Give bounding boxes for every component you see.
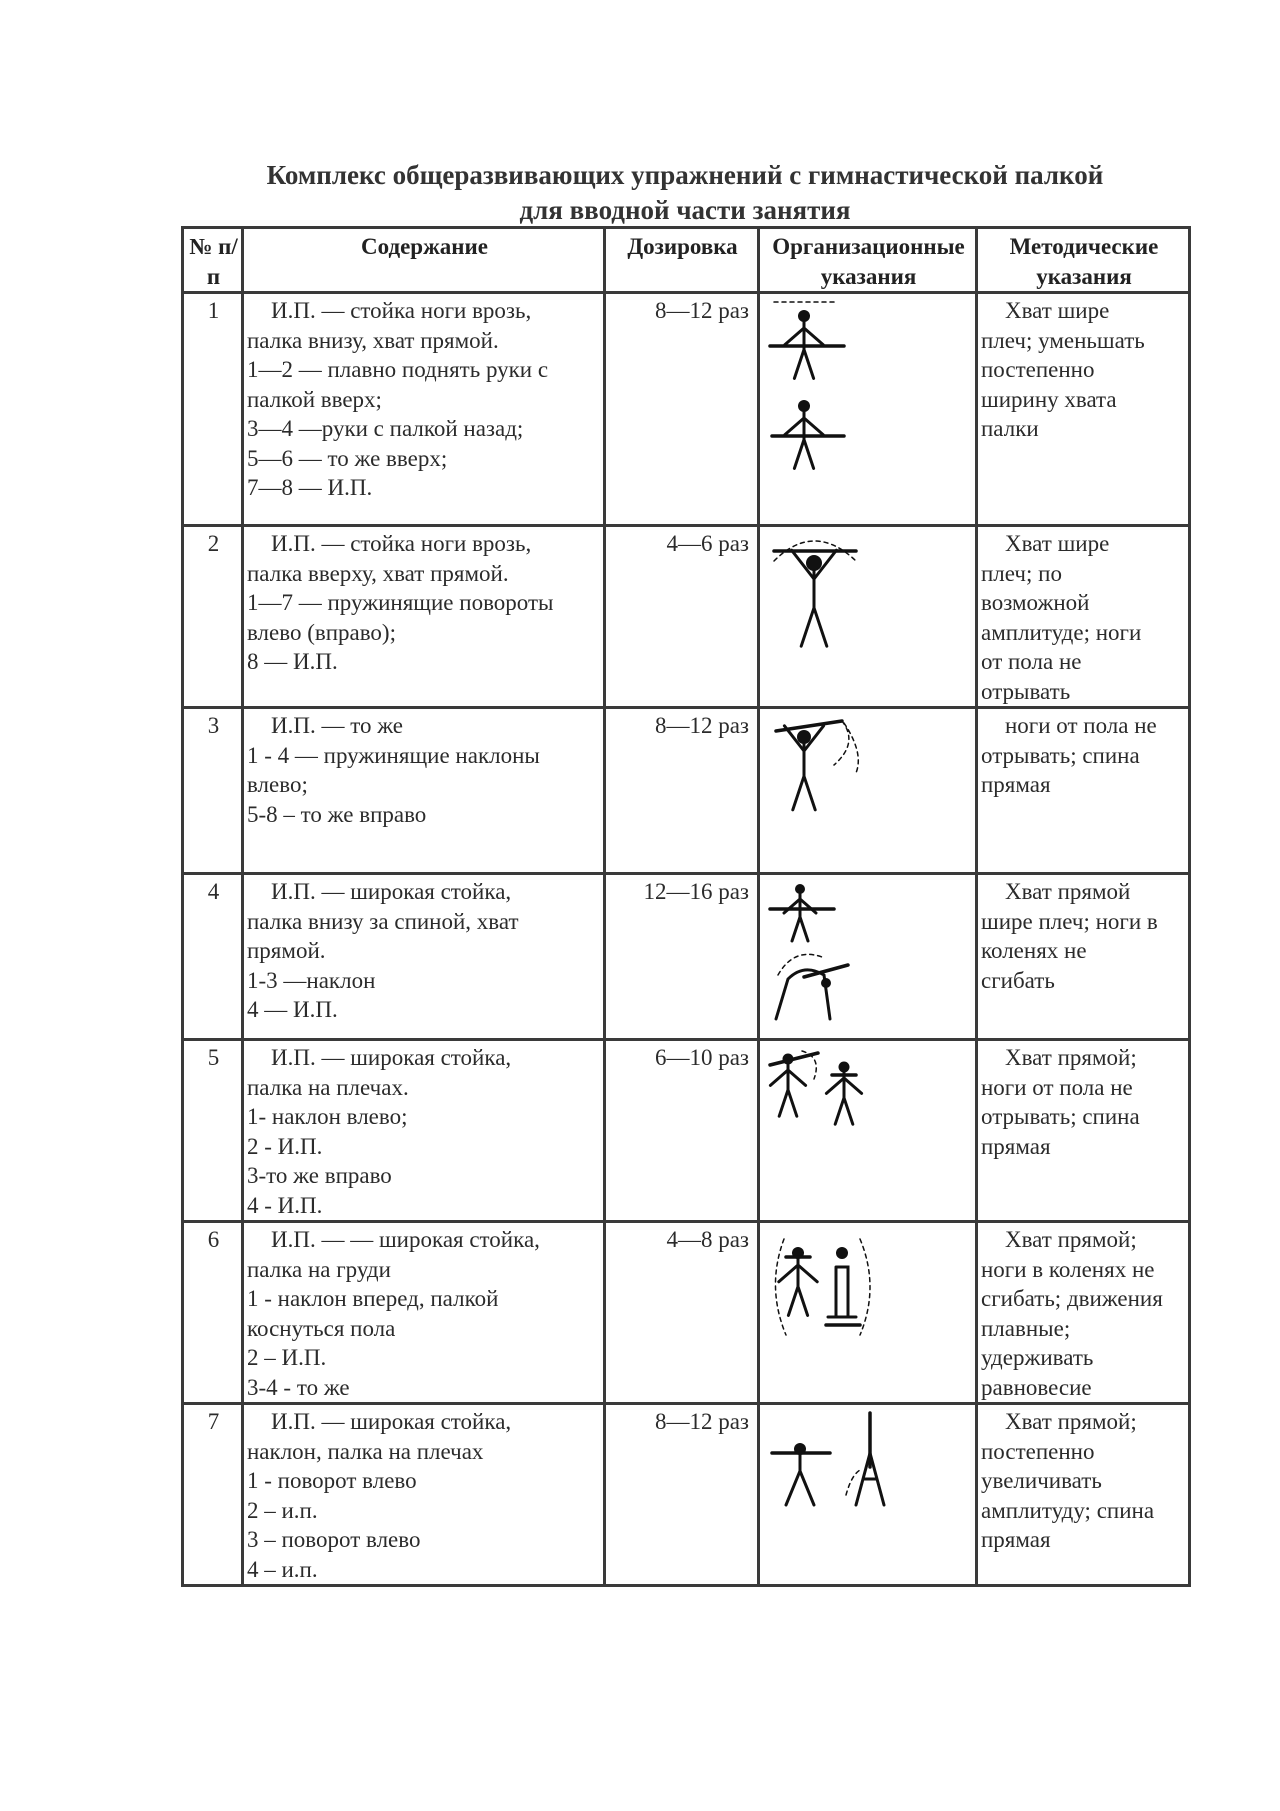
figures-forward-bend-illustration	[764, 879, 854, 1027]
exercise-table	[181, 226, 1191, 1587]
content-line: наклон, палка на плечах	[247, 1438, 484, 1464]
figures-bend-touch-floor-illustration	[764, 1227, 882, 1345]
content-line: 1 - наклон вперед, палкой	[247, 1286, 499, 1311]
notes-line: увеличивать	[981, 1468, 1102, 1493]
header-dosage: Дозировка	[605, 228, 759, 293]
standing-figures-bar-down-up-illustration	[764, 298, 860, 474]
content-line: палка на груди	[247, 1256, 391, 1282]
content-line: 8 — И.П.	[247, 649, 338, 674]
row-method-notes	[977, 874, 1190, 1040]
notes-line: прямая	[981, 1133, 1051, 1159]
notes-line: ширину хвата	[981, 386, 1117, 412]
content-line: 3 – поворот влево	[247, 1527, 421, 1552]
table-row	[183, 1404, 1190, 1586]
notes-line: равновесие	[981, 1374, 1092, 1400]
row-dosage: 4—8 раз	[605, 1222, 759, 1404]
notes-line: отрывать; спина	[981, 1104, 1140, 1129]
content-line: И.П. — широкая стойка,	[271, 879, 512, 904]
content-line: И.П. — — широкая стойка,	[271, 1227, 540, 1252]
table-row	[183, 526, 1190, 708]
notes-line: прямая	[981, 1527, 1051, 1552]
notes-line: Хват шире	[1005, 298, 1110, 323]
notes-line: сгибать; движения	[981, 1286, 1163, 1311]
content-line: палка внизу за спиной, хват	[247, 908, 519, 934]
content-line: палка внизу, хват прямой.	[247, 327, 499, 353]
document-title-line1: Комплекс общеразвивающих упражнений с гимнастической палкой	[266, 160, 1104, 190]
row-org-figure	[759, 874, 977, 1040]
table-row	[183, 708, 1190, 874]
row-method-notes	[977, 293, 1190, 526]
document-title-line2: для вводной части занятия	[519, 195, 851, 225]
table-row	[183, 1222, 1190, 1404]
row-content	[243, 1040, 605, 1222]
standing-figure-bar-overhead-turn-illustration	[764, 531, 864, 661]
content-line: палкой вверх;	[247, 386, 382, 412]
notes-line: ноги в коленях не	[981, 1256, 1155, 1282]
table-row	[183, 293, 1190, 526]
content-line: 1 - поворот влево	[247, 1468, 417, 1493]
notes-line: плеч; уменьшать	[981, 327, 1145, 353]
content-line: 4 - И.П.	[247, 1192, 323, 1218]
row-org-figure	[759, 293, 977, 526]
row-method-notes	[977, 1404, 1190, 1586]
header-content: Содержание	[243, 228, 605, 293]
row-method-notes	[977, 708, 1190, 874]
content-line: 5-8 – то же вправо	[247, 801, 427, 827]
row-org-figure	[759, 1404, 977, 1586]
notes-line: возможной	[981, 590, 1090, 615]
content-line: 2 - И.П.	[247, 1133, 323, 1159]
notes-line: ноги от пола не	[981, 1074, 1133, 1100]
notes-line: шире плеч; ноги в	[981, 908, 1158, 934]
content-line: 4 – и.п.	[247, 1556, 318, 1582]
notes-line: Хват прямой;	[1005, 1409, 1137, 1434]
row-dosage: 4—6 раз	[605, 526, 759, 708]
row-org-figure	[759, 708, 977, 874]
row-number: 2	[183, 526, 243, 708]
content-line: 1- наклон влево;	[247, 1104, 408, 1129]
header-number: № п/ п	[183, 228, 243, 293]
row-method-notes	[977, 1040, 1190, 1222]
row-dosage: 12—16 раз	[605, 874, 759, 1040]
row-dosage: 8—12 раз	[605, 1404, 759, 1586]
content-line: 1-3 —наклон	[247, 967, 376, 993]
row-content	[243, 708, 605, 874]
figures-bent-twist-illustration	[764, 1409, 904, 1513]
table-header-row	[183, 228, 1190, 293]
row-dosage: 8—12 раз	[605, 293, 759, 526]
content-line: коснуться пола	[247, 1315, 396, 1341]
row-org-figure	[759, 1040, 977, 1222]
content-line: 3—4 —руки с палкой назад;	[247, 416, 524, 441]
notes-line: амплитуду; спина	[981, 1497, 1155, 1523]
content-line: 4 — И.П.	[247, 997, 338, 1022]
content-line: 7—8 — И.П.	[247, 475, 373, 500]
notes-line: плавные;	[981, 1315, 1071, 1341]
notes-line: Хват шире	[1005, 531, 1110, 556]
figures-bar-on-shoulders-bend-illustration	[764, 1045, 874, 1141]
row-number: 5	[183, 1040, 243, 1222]
row-number: 6	[183, 1222, 243, 1404]
row-number: 7	[183, 1404, 243, 1586]
content-line: И.П. — широкая стойка,	[271, 1409, 512, 1434]
standing-figure-side-bend-illustration	[764, 713, 874, 828]
row-org-figure	[759, 1222, 977, 1404]
content-line: 5—6 — то же вверх;	[247, 445, 448, 471]
notes-line: постепенно	[981, 357, 1095, 382]
content-line: И.П. — то же	[271, 713, 404, 738]
content-line: 2 – и.п.	[247, 1497, 318, 1523]
row-dosage: 8—12 раз	[605, 708, 759, 874]
row-content	[243, 1404, 605, 1586]
content-line: влево (вправо);	[247, 619, 396, 645]
row-content	[243, 293, 605, 526]
header-method-notes: Методические указания	[977, 228, 1190, 293]
table-row	[183, 1040, 1190, 1222]
content-line: палка на плечах.	[247, 1074, 409, 1100]
notes-line: Хват прямой;	[1005, 1045, 1137, 1070]
content-line: 1—7 — пружинящие повороты	[247, 590, 554, 615]
content-line: палка вверху, хват прямой.	[247, 560, 509, 586]
notes-line: Хват прямой;	[1005, 1227, 1137, 1252]
content-line: И.П. — стойка ноги врозь,	[271, 298, 532, 323]
content-line: 3-то же вправо	[247, 1163, 392, 1188]
content-line: И.П. — широкая стойка,	[271, 1045, 512, 1070]
notes-line: плеч; по	[981, 560, 1062, 586]
row-content	[243, 874, 605, 1040]
row-org-figure	[759, 526, 977, 708]
row-content	[243, 526, 605, 708]
content-line: 3-4 - то же	[247, 1374, 350, 1400]
row-method-notes	[977, 1222, 1190, 1404]
notes-line: постепенно	[981, 1438, 1095, 1464]
row-number: 4	[183, 874, 243, 1040]
notes-line: коленях не	[981, 938, 1087, 963]
row-method-notes	[977, 526, 1190, 708]
notes-line: от пола не	[981, 649, 1082, 674]
row-content	[243, 1222, 605, 1404]
content-line: 2 – И.П.	[247, 1345, 327, 1370]
notes-line: ноги от пола не	[1005, 713, 1157, 738]
content-line: влево;	[247, 772, 308, 797]
notes-line: сгибать	[981, 967, 1055, 993]
row-dosage: 6—10 раз	[605, 1040, 759, 1222]
header-org-notes: Организационные указания	[759, 228, 977, 293]
content-line: прямой.	[247, 938, 326, 963]
content-line: 1—2 — плавно поднять руки с	[247, 357, 549, 382]
notes-line: амплитуде; ноги	[981, 619, 1142, 645]
row-number: 1	[183, 293, 243, 526]
content-line: И.П. — стойка ноги врозь,	[271, 531, 532, 556]
notes-line: палки	[981, 416, 1039, 441]
notes-line: Хват прямой	[1005, 879, 1131, 904]
notes-line: отрывать; спина	[981, 742, 1140, 768]
notes-line: прямая	[981, 772, 1051, 797]
notes-line: отрывать	[981, 678, 1071, 704]
notes-line: удерживать	[981, 1345, 1094, 1370]
content-line: 1 - 4 — пружинящие наклоны	[247, 742, 540, 768]
row-number: 3	[183, 708, 243, 874]
table-row	[183, 874, 1190, 1040]
